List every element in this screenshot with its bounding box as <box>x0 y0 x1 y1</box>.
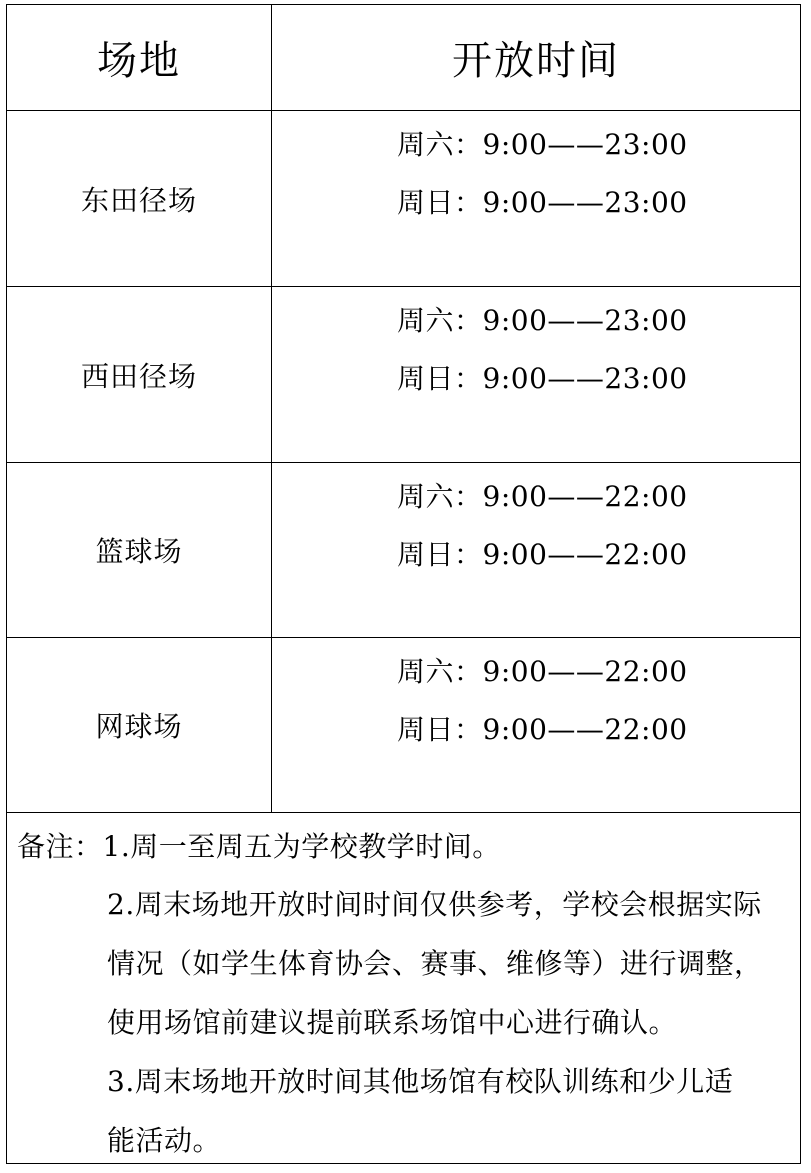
header-venue-label: 场地 <box>97 38 181 84</box>
table-row <box>7 111 800 287</box>
venue-name: 篮球场 <box>95 535 183 568</box>
sunday-hours: 周日：9:00——23:00 <box>397 186 688 219</box>
note-line: 使用场馆前建议提前联系场馆中心进行确认。 <box>107 1006 678 1039</box>
table-row <box>7 287 800 463</box>
venue-cell <box>7 111 272 286</box>
note-line: 备注：1.周一至周五为学校教学时间。 <box>17 830 501 863</box>
saturday-hours: 周六：9:00——23:00 <box>397 304 688 337</box>
table-header-row <box>7 5 800 111</box>
hours-cell <box>272 638 800 812</box>
header-venue-cell <box>7 5 272 110</box>
header-hours-label: 开放时间 <box>452 38 620 84</box>
header-hours-cell <box>272 5 800 110</box>
hours-cell <box>272 463 800 637</box>
note-line: 3.周末场地开放时间其他场馆有校队训练和少儿适 <box>107 1065 734 1098</box>
venue-cell <box>7 463 272 637</box>
venue-cell <box>7 287 272 462</box>
hours-cell <box>272 111 800 286</box>
saturday-hours: 周六：9:00——22:00 <box>397 655 688 688</box>
saturday-hours: 周六：9:00——23:00 <box>397 128 688 161</box>
sunday-hours: 周日：9:00——22:00 <box>397 713 688 746</box>
notes-section <box>7 813 800 1163</box>
sunday-hours: 周日：9:00——23:00 <box>397 362 688 395</box>
saturday-hours: 周六：9:00——22:00 <box>397 480 688 513</box>
note-line: 情况（如学生体育协会、赛事、维修等）进行调整， <box>107 947 763 980</box>
venue-cell <box>7 638 272 812</box>
venue-name: 网球场 <box>95 710 183 743</box>
venue-hours-table <box>6 4 801 1164</box>
hours-cell <box>272 287 800 462</box>
note-line: 2.周末场地开放时间时间仅供参考，学校会根据实际 <box>107 888 762 921</box>
venue-name: 西田径场 <box>80 359 197 393</box>
note-line: 能活动。 <box>107 1124 222 1157</box>
sunday-hours: 周日：9:00——22:00 <box>397 538 688 571</box>
table-row <box>7 638 800 813</box>
venue-name: 东田径场 <box>80 183 197 217</box>
table-row <box>7 463 800 638</box>
